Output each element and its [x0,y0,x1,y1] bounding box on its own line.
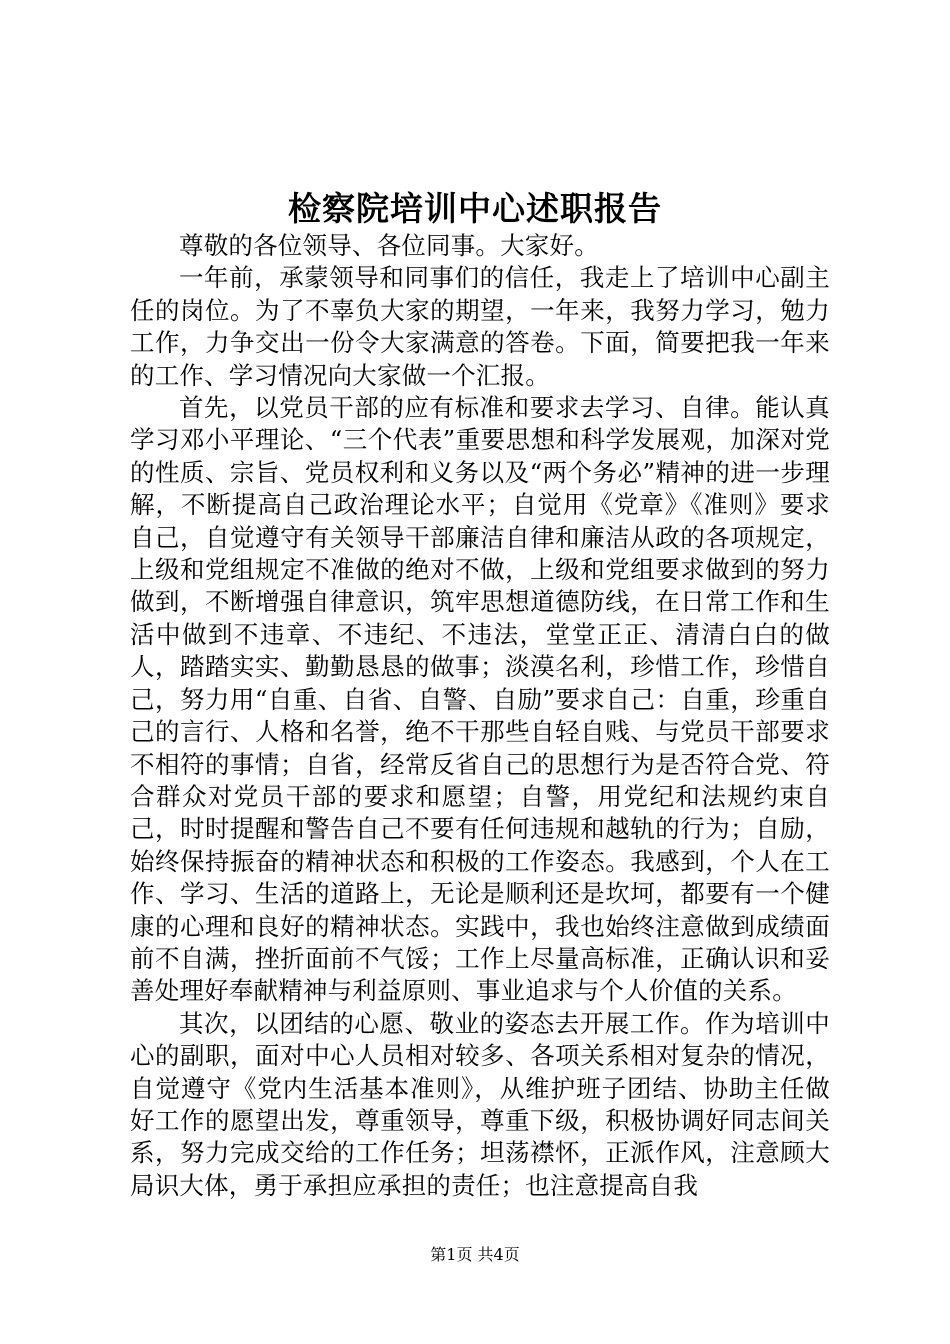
paragraph-greeting: 尊敬的各位领导、各位同事。大家好。 [179,231,599,260]
page-footer: 第1页 共4页 [430,1245,520,1264]
document-title: 检察院培训中心述职报告 [288,189,662,228]
paragraph-second-point: 其次，以团结的心愿、敬业的姿态去开展工作。作为培训中心的副职，面对中心人员相对较多、各项关系相对复杂的情况，自觉遵守《党内生活基本准则》，从维护班子团结、协助主任做好工作的愿望出发，尊重领导，尊重下级，积极协调好同志间关系，努力完成交给的工作任务；坦荡襟怀，正派作风，注意顾大局识大体，勇于承担应承担的责任；也注意提高自我 [130,1008,830,1200]
paragraph-first-point: 首先，以党员干部的应有标准和要求去学习、自律。能认真学习邓小平理论、“三个代表”重要思想和科学发展观，加深对党的性质、宗旨、党员权利和义务以及“两个务必”精神的进一步理解，不断提高自己政治理论水平；自觉用《党章》《准则》要求自己，自觉遵守有关领导干部廉洁自律和廉洁从政的各项规定，上级和党组规定不准做的绝对不做，上级和党组要求做到的努力做到，不断增强自律意识，筑牢思想道德防线，在日常工作和生活中做到不违章、不违纪、不违法，堂堂正正、清清白白的做人，踏踏实实、勤勤恳恳的做事；淡漠名利，珍惜工作，珍惜自己，努力用“自重、自省、自警、自励”要求自己：自重，珍重自己的言行、人格和名誉，绝不干那些自轻自贱、与党员干部要求不相符的事情；自省，经常反省自己的思想行为是否符合党、符合群众对党员干部的要求和愿望；自警，用党纪和法规约束自己，时时提醒和警告自己不要有任何违规和越轨的行为；自励，始终保持振奋的精神状态和积极的工作姿态。我感到，个人在工作、学习、生活的道路上，无论是顺利还是坎坷，都要有一个健康的心理和良好的精神状态。实践中，我也始终注意做到成绩面前不自满，挫折面前不气馁；工作上尽量高标准，正确认识和妥善处理好奉献精神与利益原则、事业追求与个人价值的关系。 [130,393,830,1006]
document-body [130,230,830,1202]
paragraph-introduction: 一年前，承蒙领导和同事们的信任，我走上了培训中心副主任的岗位。为了不辜负大家的期望，一年来，我努力学习，勉力工作，力争交出一份令大家满意的答卷。下面，简要把我一年来的工作、学习情况向大家做一个汇报。 [130,263,830,390]
